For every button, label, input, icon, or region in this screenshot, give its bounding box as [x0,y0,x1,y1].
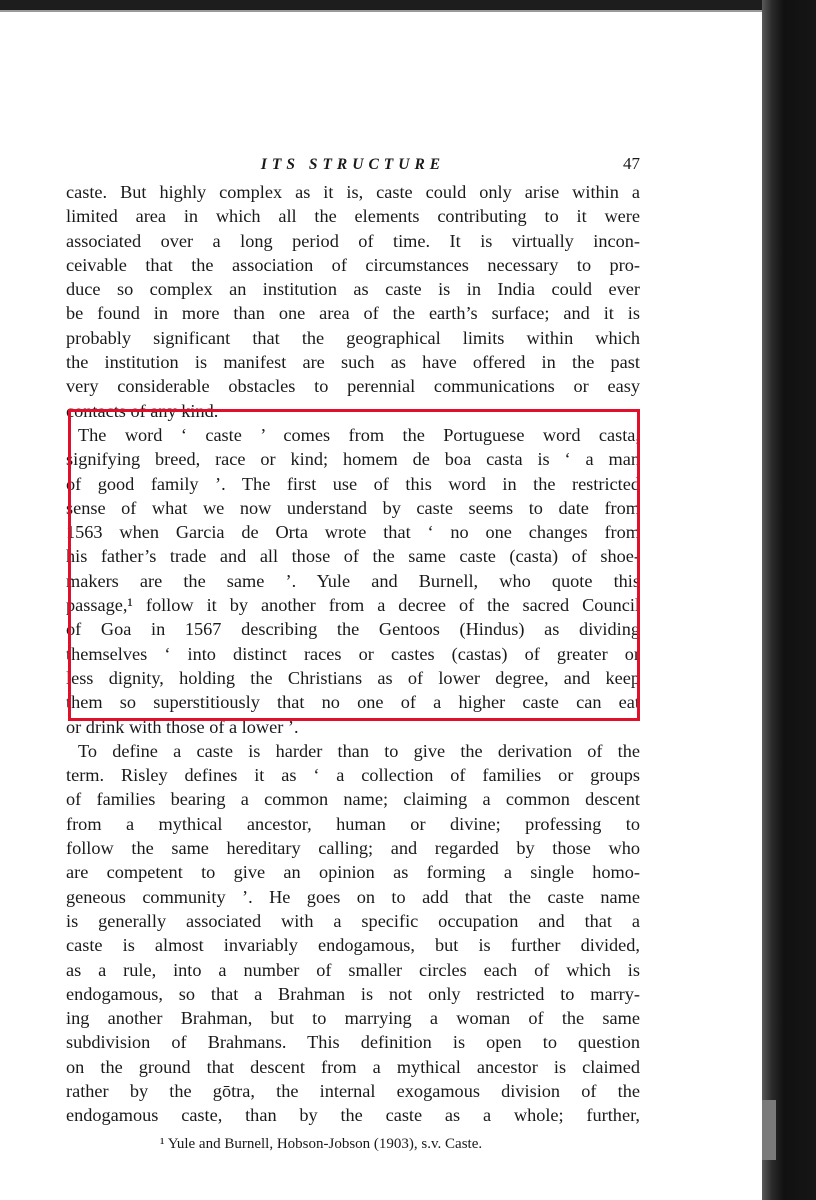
text-line: rather by the gōtra, the internal exogamous division of the [66,1080,640,1101]
text-line: The word ‘ caste ’ comes from the Portuguese word casta, [78,424,640,445]
text-line: caste is almost invariably endogamous, but is further divided, [66,935,640,956]
text-line: makers are the same ’. Yule and Burnell, who quote this [66,570,640,591]
text-line: on the ground that descent from a mythical ancestor is claimed [66,1056,640,1077]
text-line: be found in more than one area of the earth’s surface; and it is [66,303,640,324]
book-spine-shadow [762,0,816,1200]
text-line: sense of what we now understand by caste seems to date from [66,497,640,518]
spine-mark [762,1100,776,1160]
text-line: endogamous, so that a Brahman is not only restricted to marry- [66,983,640,1004]
text-line: his father’s trade and all those of the same caste (casta) of shoe- [66,546,640,567]
text-line: themselves ‘ into distinct races or castes (castas) of greater or [66,643,640,664]
text-line: are competent to give an opinion as forming a single homo- [66,862,640,883]
page-number: 47 [623,154,640,173]
top-edge-shadow [0,10,762,12]
text-line: of Goa in 1567 describing the Gentoos (Hindus) as dividing [66,619,640,640]
text-line: less dignity, holding the Christians as of lower degree, and keep [66,667,640,688]
text-line: ceivable that the association of circumstances necessary to pro- [66,254,640,275]
text-line: probably significant that the geographical limits within which [66,327,640,348]
paragraph-1 [66,180,640,423]
text-line: ing another Brahman, but to marrying a woman of the same [66,1008,640,1029]
text-line: subdivision of Brahmans. This definition is open to question [66,1032,640,1053]
text-line: contacts of any kind. [66,400,219,421]
text-line: of families bearing a common name; claiming a common descent [66,789,640,810]
footnote: ¹ Yule and Burnell, Hobson-Jobson (1903), s.v. Caste. [160,1136,483,1152]
text-line: from a mythical ancestor, human or divine; professing to [66,813,640,834]
running-title: ITS STRUCTURE [260,156,446,173]
paragraph-3 [66,739,640,1128]
text-line: or drink with those of a lower ’. [66,716,299,737]
text-line: the institution is manifest are such as have offered in the past [66,352,640,373]
text-line: 1563 when Garcia de Orta wrote that ‘ no one changes from [66,522,640,543]
text-line: geneous community ’. He goes on to add that the caste name [66,886,640,907]
highlight-box [68,409,640,721]
text-line: duce so complex an institution as caste is in India could ever [66,279,640,300]
running-head [66,150,640,180]
text-line: follow the same hereditary calling; and regarded by those who [66,838,640,859]
text-line: associated over a long period of time. It is virtually incon- [66,230,640,251]
text-line: very considerable obstacles to perennial communications or easy [66,376,640,397]
text-line: limited area in which all the elements contributing to it were [66,206,640,227]
text-line: term. Risley defines it as ‘ a collection of families or groups [66,765,640,786]
text-line: them so superstitiously that no one of a higher caste can eat [66,692,640,713]
text-line: caste. But highly complex as it is, caste could only arise within a [66,182,640,202]
text-line: is generally associated with a specific occupation and that a [66,910,640,931]
text-line: of good family ’. The first use of this word in the restricted [66,473,640,494]
top-edge-rule [0,0,762,10]
text-line: signifying breed, race or kind; homem de boa casta is ‘ a man [66,449,640,470]
text-line: passage,¹ follow it by another from a decree of the sacred Council [66,595,640,616]
text-line: To define a caste is harder than to give the derivation of the [78,740,640,761]
text-line: as a rule, into a number of smaller circles each of which is [66,959,640,980]
text-line: endogamous caste, than by the caste as a whole; further, [66,1105,640,1126]
